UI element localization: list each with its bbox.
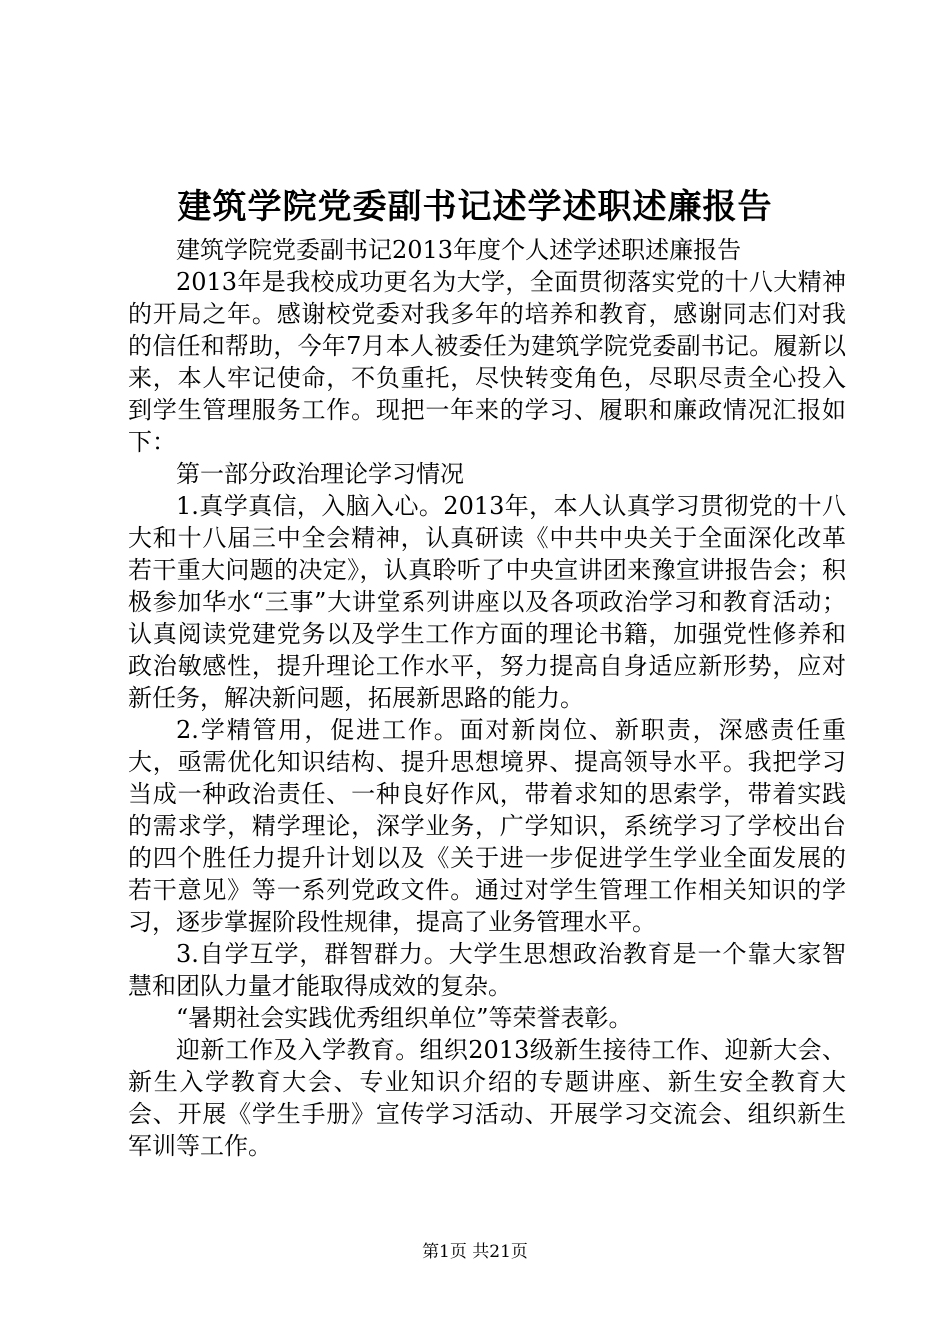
paragraph-item-3: 3.自学互学，群智群力。大学生思想政治教育是一个靠大家智慧和团队力量才能取得成效的复杂。 — [128, 940, 846, 1000]
paragraph-orientation: 迎新工作及入学教育。组织2013级新生接待工作、迎新大会、新生入学教育大会、专业知识介绍的专题讲座、新生安全教育大会、开展《学生手册》宣传学习活动、开展学习交流会、组织新生军训等工作。 — [128, 1036, 846, 1160]
document-title: 建筑学院党委副书记述学述职述廉报告 — [177, 187, 773, 227]
paragraph-subtitle: 建筑学院党委副书记2013年度个人述学述职述廉报告 — [176, 236, 742, 264]
paragraph-section-heading: 第一部分政治理论学习情况 — [176, 460, 464, 488]
page-footer: 第1页 共21页 — [422, 1242, 528, 1262]
paragraph-honors: “暑期社会实践优秀组织单位”等荣誉表彰。 — [176, 1004, 633, 1032]
paragraph-item-2: 2.学精管用，促进工作。面对新岗位、新职责，深感责任重大，亟需优化知识结构、提升思想境界、提高领导水平。我把学习当成一种政治责任、一种良好作风，带着求知的思索学，带着实践的需求学，精学理论，深学业务，广学知识，系统学习了学校出台的四个胜任力提升计划以及《关于进一步促进学生学业全面发展的若干意见》等一系列党政文件。通过对学生管理工作相关知识的学习，逐步掌握阶段性规律，提高了业务管理水平。 — [128, 716, 846, 936]
paragraph-item-1: 1.真学真信，入脑入心。2013年，本人认真学习贯彻党的十八大和十八届三中全会精神，认真研读《中共中央关于全面深化改革若干重大问题的决定》，认真聆听了中央宣讲团来豫宣讲报告会；积极参加华水“三事”大讲堂系列讲座以及各项政治学习和教育活动；认真阅读党建党务以及学生工作方面的理论书籍，加强党性修养和政治敏感性，提升理论工作水平，努力提高自身适应新形势，应对新任务，解决新问题，拓展新思路的能力。 — [128, 492, 846, 712]
document-body — [128, 234, 846, 1162]
paragraph-intro: 2013年是我校成功更名为大学，全面贯彻落实党的十八大精神的开局之年。感谢校党委对我多年的培养和教育，感谢同志们对我的信任和帮助，今年7月本人被委任为建筑学院党委副书记。履新以来，本人牢记使命，不负重托，尽快转变角色，尽职尽责全心投入到学生管理服务工作。现把一年来的学习、履职和廉政情况汇报如下： — [128, 268, 846, 456]
